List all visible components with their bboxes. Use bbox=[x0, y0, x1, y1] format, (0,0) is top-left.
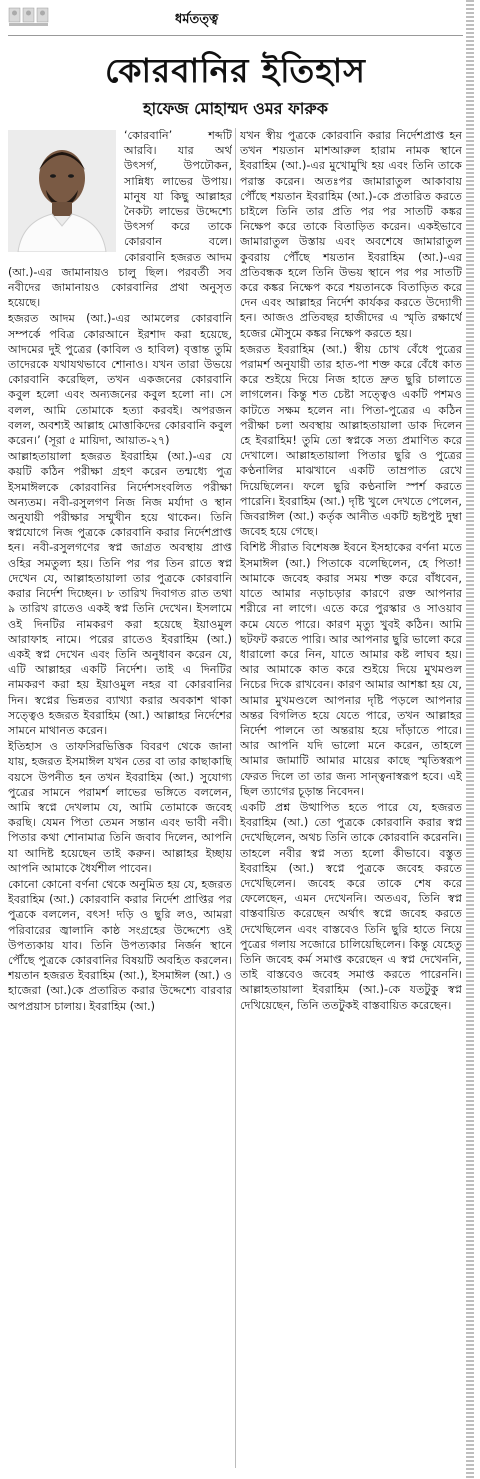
paragraph: একটি প্রশ্ন উত্থাপিত হতে পারে যে, হজরত ইবরাহিম (আ.) তো পুত্রকে কোরবানি করার স্বপ্ন দেখেছিলেন, অথচ তিনি তাকে কোরবানি করেননি। তাহলে নবীর স্বপ্ন সত্য হলো কীভাবে। বস্তুত ইবরাহিম (আ.) স্বপ্নে পুত্রকে জবেহ করতে দেখেছিলেন। জবেহ করে তাকে শেষ করে ফেলেছেন, এমন দেখেননি। অতএব, তিনি স্বপ্ন বাস্তবায়িত করেছেন অর্থাৎ স্বপ্নে জবেহ করতে দেখেছিলেন এবং বাস্তবেও তিনি ছুরি হাতে নিয়ে পুত্রের গলায় সজোরে চালিয়েছিলেন। কিন্তু যেহেতু তিনি জবেহ কর্ম সমাপ্ত করেছেন এ স্বপ্ন দেখেননি, তাই বাস্তবেও জবেহ সমাপ্ত করতে পারেননি। আল্লাহতায়ালা ইবরাহিম (আ.)-কে যতটুকু স্বপ্ন দেখিয়েছেন, তিনি ততটুকই বাস্তবায়িত করেছেন। bbox=[240, 800, 462, 1012]
author-photo bbox=[8, 130, 116, 252]
article-column-left bbox=[8, 128, 232, 1474]
headline: কোরবানির ইতিহাস bbox=[105, 51, 366, 90]
section-label: ধর্মতত্ত্ব bbox=[175, 12, 219, 27]
page-border-dotted bbox=[466, 0, 474, 1479]
byline: হাফেজ মোহাম্মদ ওমর ফারুক bbox=[143, 99, 328, 118]
article-column-right bbox=[240, 128, 462, 1474]
publication-logo-icon bbox=[8, 4, 50, 28]
header-divider bbox=[8, 35, 463, 36]
paragraph: বিশিষ্ট সীরাত বিশেষজ্ঞ ইবনে ইসহাকের বর্ণনা মতে ইসমাঈল (আ.) পিতাকে বলেছিলেন, হে পিতা! আমাকে জবেহ করার সময় শক্ত করে বাঁধবেন, যাতে আমার নড়াচড়ার কারণে রক্ত আপনার শরীরে না লাগে। এতে করে পুরস্কার ও সাওয়াব কমে যেতে পারে। কারণ মৃত্যু খুবই কঠিন। আমি ছটফট করতে পারি। আর আপনার ছুরি ভালো করে ধারালো করে নিন, যাতে আমার কষ্ট লাঘব হয়। আর আমাকে কাত করে শুইয়ে দিয়ে মুখমণ্ডল নিচের দিকে রাখবেন। কারণ আমার আশঙ্কা হয় যে, আমার মুখমণ্ডলে আপনার দৃষ্টি পড়লে আপনার অন্তর বিগলিত হয়ে যেতে পারে, তখন আল্লাহর নির্দেশ পালনে তা অন্তরায় হয়ে দাঁড়াতে পারে। আর আপনি যদি ভালো মনে করেন, তাহলে আমার জামাটি আমার মায়ের কাছে স্মৃতিস্বরূপ ফেরত দিলে তা তার জন্য সান্ত্বনাস্বরূপ হবে। এই ছিল ত্যাগের চূড়ান্ত নিবেদন। bbox=[240, 541, 462, 798]
paragraph: যখন স্বীয় পুত্রকে কোরবানি করার নির্দেশপ্রাপ্ত হন তখন শয়তান মাশআরুল হারাম নামক স্থানে ইবরাহিম (আ.)-এর মুখোমুখি হয় এবং তিনি তাকে পরাস্ত করেন। অতঃপর জামারাতুল আকাবায় পৌঁছে শয়তান ইবরাহিম (আ.)-কে প্রতারিত করতে চাইলে তিনি তার প্রতি পর পর সাতটি কঙ্কর নিক্ষেপ করে তাকে বিতাড়িত করেন। একইভাবে জামারাতুল উস্তায় এবং অবশেষে জামারাতুল কুবরায় পৌঁছে শয়তান ইবরাহিম (আ.)-এর প্রতিবন্ধক হলে তিনি উভয় স্থানে পর পর সাতটি করে কঙ্কর নিক্ষেপ করে শয়তানকে বিতাড়িত করে দেন এবং আল্লাহর নির্দেশ কার্যকর করতে উদ্যোগী হন। আজও প্রতিবছর হাজীদের এ স্মৃতি রক্ষার্থে হজের মৌসুমে কঙ্কর নিক্ষেপ করতে হয়। bbox=[240, 129, 462, 340]
column-divider bbox=[235, 128, 236, 1468]
paragraph: ইতিহাস ও তাফসিরভিত্তিক বিবরণ থেকে জানা যায়, হজরত ইসমাঈল যখন তের বা তার কাছাকাছি বয়সে উপনীত হন তখন ইবরাহিম (আ.) সুযোগ্য পুত্রের সামনে পরামর্শ লাভের ভঙ্গিতে বললেন, আমি স্বপ্নে দেখলাম যে, আমি তোমাকে জবেহ করছি। যেমন পিতা তেমন সন্তান এবং ভাবী নবী। পিতার কথা শোনামাত্র তিনি জবাব দিলেন, আপনি যা আদিষ্ট হয়েছেন তাই করুন। আল্লাহর ইচ্ছায় আপনি আমাকে ধৈর্যশীল পাবেন। bbox=[8, 740, 232, 875]
paragraph: হজরত আদম (আ.)-এর আমলের কোরবানি সম্পর্কে পবিত্র কোরআনে ইরশাদ করা হয়েছে, আদমের দুই পুত্রের (কাবিল ও হাবিল) বৃত্তান্ত তুমি তাদেরকে যথাযথভাবে শোনাও। যখন তারা উভয়ে কোরবানি করেছিল, তখন একজনের কোরবানি কবুল হলো এবং অন্যজনের কবুল হলো না। সে বলল, আমি তোমাকে হত্যা করবই। অপরজন বলল, অবশ্যই আল্লাহ মোত্তাকিদের কোরবানি কবুল করেন।’ (সূরা ৫ মায়িদা, আয়াত-২৭) bbox=[8, 312, 232, 448]
paragraph: কোনো কোনো বর্ণনা থেকে অনুমিত হয় যে, হজরত ইবরাহিম (আ.) কোরবানি করার নির্দেশ প্রাপ্তির পর পুত্রকে বললেন, বৎস! দড়ি ও ছুরি লও, আমরা পরিবারের জ্বালানি কাষ্ঠ সংগ্রহের উদ্দেশ্যে ওই উপত্যকায় যাব। তিনি উপত্যকার নির্জন স্থানে পৌঁছে পুত্রকে কোরবানির বিষয়টি অবহিত করলেন। শয়তান হজরত ইবরাহিম (আ.), ইসমাঈল (আ.) ও হাজেরা (আ.)কে প্রতারিত করার উদ্দেশ্যে বারবার অপপ্রয়াস চালায়। ইবরাহিম (আ.) bbox=[8, 877, 232, 1013]
paragraph: হজরত ইবরাহিম (আ.) স্বীয় চোখ বেঁধে পুত্রের পরামর্শ অনুযায়ী তার হাত-পা শক্ত করে বেঁধে কাত করে শুইয়ে দিয়ে নিজ হাতে দ্রুত ছুরি চালাতে লাগলেন। কিন্তু শত চেষ্টা সত্ত্বেও একটি পশমও কাটতে সক্ষম হলেন না। পিতা-পুত্রের এ কঠিন পরীক্ষা চলা অবস্থায় আল্লাহতায়ালা ডাক দিলেন হে ইবরাহিম! তুমি তো স্বপ্নকে সত্য প্রমাণিত করে দেখালে। আল্লাহতায়ালা পিতার ছুরি ও পুত্রের কণ্ঠনালির মাঝখানে একটি তাম্রপাত রেখে দিয়েছিলেন। ফলে ছুরি কণ্ঠনালি স্পর্শ করতে পারেনি। ইবরাহিম (আ.) দৃষ্টি খুলে দেখতে পেলেন, জিবরাঈল (আ.) কর্তৃক আনীত একটি হৃষ্টপুষ্ট দুম্বা জবেহ হয়ে গেছে। bbox=[240, 342, 462, 539]
paragraph: আল্লাহতায়ালা হজরত ইবরাহিম (আ.)-এর যে কয়টি কঠিন পরীক্ষা গ্রহণ করেন তন্মধ্যে পুত্র ইসমাঈলকে কোরবানির নির্দেশসংবলিত পরীক্ষা অন্যতম। নবী-রসুলগণ নিজ নিজ মর্যাদা ও স্থান অনুযায়ী পরীক্ষার সম্মুখীন হয়ে থাকেন। তিনি স্বপ্নযোগে নিজ পুত্রকে কোরবানি করার নির্দেশপ্রাপ্ত হন। নবী-রসুলগণের স্বপ্ন জাগ্রত অবস্থায় প্রাপ্ত ওহির সমতুল্য হয়। তিনি পর পর তিন রাতে স্বপ্ন দেখেন যে, আল্লাহতায়ালা তার পুত্রকে কোরবানি করার নির্দেশ দিচ্ছেন। ৮ তারিখ দিবাগত রাত তথা ৯ তারিখ রাতেও একই স্বপ্ন তিনি দেখেন। ইসলামে ওই দিনটির নামকরণ করা হয়েছে ইয়াওমুল আরাফাহ নামে। পরের রাতেও ইবরাহিম (আ.) একই স্বপ্ন দেখেন এবং তিনি অনুধাবন করেন যে, এটি আল্লাহর একটি নির্দেশ। তাই এ দিনটির নামকরণ করা হয় ইয়াওমুল নহর বা কোরবানির দিন। স্বপ্নের ভিন্নতর ব্যাখ্যা করার অবকাশ থাকা সত্ত্বেও হজরত ইবরাহিম (আ.) আল্লাহর নির্দেশের সামনে মাথানত করেন। bbox=[8, 450, 232, 737]
paragraph: ‘কোরবানি’ শব্দটি আরবি। যার অর্থ উৎসর্গ, উপঢৌকন, সান্নিধ্য লাভের উপায়। মানুষ যা কিছু আল্লাহর নৈকট্য লাভের উদ্দেশ্যে উৎসর্গ করে তাকে কোরবান বলে। কোরবানি হজরত আদম (আ.)-এর জামানায়ও চালু ছিল। পরবর্তী সব নবীদের জামানায়ও কোরবানির প্রথা অনুসৃত হয়েছে। bbox=[8, 129, 232, 310]
